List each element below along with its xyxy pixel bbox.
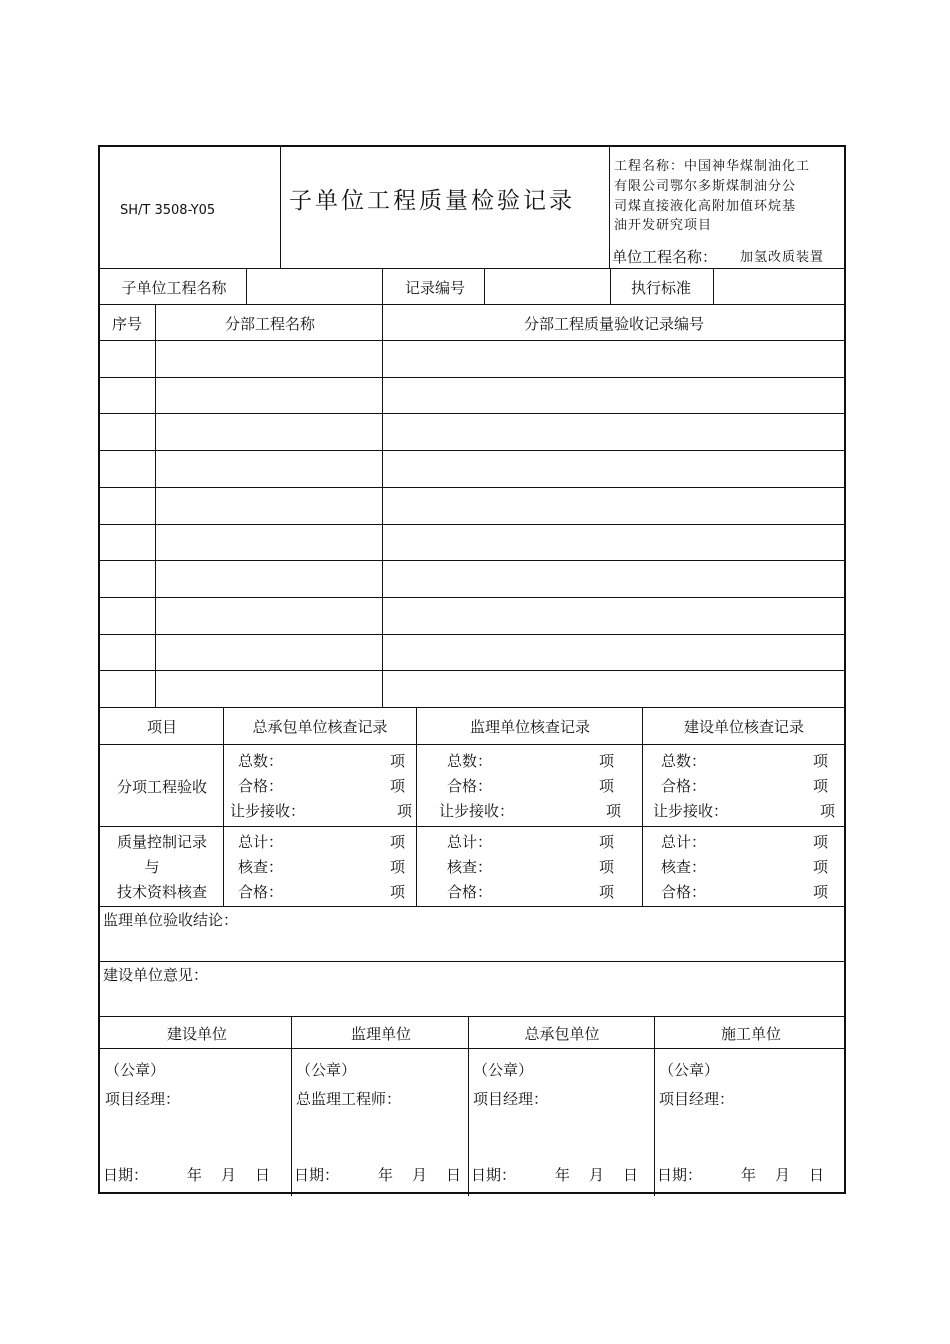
grid-line (100, 634, 846, 635)
grid-line (100, 906, 846, 907)
unit-label: 项 (390, 777, 406, 795)
subitem-field-label: 总数： (447, 752, 493, 770)
subitem-field-label: 总数： (661, 752, 707, 770)
quality-field-label: 合格： (238, 883, 284, 901)
subitem-field-label: 让步接收： (653, 802, 729, 820)
standard-label: 执行标准 (630, 279, 692, 297)
inspection-record-form (98, 145, 846, 1194)
sign-header-owner: 建设单位 (166, 1025, 228, 1043)
unit-label: 项 (606, 802, 622, 820)
year-label: 年 (555, 1166, 571, 1184)
unit-label: 项 (390, 858, 406, 876)
standard-code: SH/T 3508-Y05 (120, 203, 216, 218)
check-header-owner: 建设单位核查记录 (683, 718, 805, 736)
sign-header-contractor: 总承包单位 (524, 1025, 600, 1043)
date-label: 日期： (657, 1166, 703, 1184)
grid-line (100, 340, 846, 341)
unit-label: 项 (397, 802, 413, 820)
quality-field-label: 核查： (661, 858, 707, 876)
project-name-line-1: 工程名称：中国神华煤制油化工 (614, 159, 811, 174)
quality-field-label: 核查： (238, 858, 284, 876)
unit-label: 项 (813, 858, 829, 876)
grid-line (100, 524, 846, 525)
subitem-acceptance-label: 分项工程验收 (116, 778, 208, 796)
month-label: 月 (412, 1166, 428, 1184)
grid-line (100, 268, 846, 269)
month-label: 月 (775, 1166, 791, 1184)
date-label: 日期： (103, 1166, 149, 1184)
unit-label: 项 (599, 858, 615, 876)
grid-line (155, 304, 156, 707)
day-label: 日 (809, 1166, 825, 1184)
grid-line (223, 707, 224, 906)
seal-label: （公章） (473, 1061, 534, 1079)
signatory-label: 项目经理： (473, 1090, 549, 1108)
unit-label: 项 (813, 833, 829, 851)
grid-line (100, 961, 846, 962)
quality-field-label: 核查： (447, 858, 493, 876)
quality-field-label: 合格： (661, 883, 707, 901)
grid-line (100, 670, 846, 671)
unit-label: 项 (599, 833, 615, 851)
grid-line (468, 1016, 469, 1196)
col-header-seq: 序号 (111, 315, 143, 333)
col-header-record-number: 分部工程质量验收记录编号 (523, 315, 705, 333)
quality-label-line-1: 质量控制记录 (116, 833, 208, 851)
construction-opinion-label: 建设单位意见： (103, 966, 209, 984)
project-name-line-2: 有限公司鄂尔多斯煤制油分公 (614, 179, 797, 194)
grid-line (100, 744, 846, 745)
unit-label: 项 (820, 802, 836, 820)
subitem-field-label: 让步接收： (439, 802, 515, 820)
grid-line (100, 304, 846, 305)
grid-line (484, 268, 485, 304)
grid-line (100, 413, 846, 414)
month-label: 月 (221, 1166, 237, 1184)
grid-line (100, 1048, 846, 1049)
unit-label: 项 (390, 883, 406, 901)
grid-line (100, 450, 846, 451)
date-label: 日期： (294, 1166, 340, 1184)
check-header-supervision: 监理单位核查记录 (469, 718, 591, 736)
supervision-conclusion-label: 监理单位验收结论： (103, 911, 239, 929)
unit-label: 项 (813, 883, 829, 901)
grid-line (291, 1016, 292, 1196)
subitem-field-label: 合格： (447, 777, 493, 795)
quality-label-line-3: 技术资料核查 (116, 883, 208, 901)
sub-unit-name-label: 子单位工程名称 (121, 279, 227, 297)
grid-line (100, 707, 846, 708)
unit-label: 项 (599, 752, 615, 770)
quality-field-label: 合格： (447, 883, 493, 901)
form-title: 子单位工程质量检验记录 (289, 188, 575, 214)
date-label: 日期： (471, 1166, 517, 1184)
check-header-item: 项目 (146, 718, 178, 736)
sign-header-supervision: 监理单位 (350, 1025, 412, 1043)
grid-line (100, 1016, 846, 1017)
grid-line (382, 304, 383, 707)
unit-label: 项 (813, 752, 829, 770)
unit-label: 项 (813, 777, 829, 795)
grid-line (610, 268, 611, 304)
unit-project-value: 加氢改质装置 (740, 250, 825, 265)
unit-label: 项 (390, 833, 406, 851)
grid-line (609, 147, 610, 268)
year-label: 年 (187, 1166, 203, 1184)
unit-label: 项 (390, 752, 406, 770)
grid-line (246, 268, 247, 304)
grid-line (280, 147, 281, 268)
unit-label: 项 (599, 777, 615, 795)
unit-label: 项 (599, 883, 615, 901)
grid-line (100, 560, 846, 561)
check-header-contractor: 总承包单位核查记录 (252, 718, 388, 736)
day-label: 日 (446, 1166, 462, 1184)
project-name-line-3: 司煤直接液化高附加值环烷基 (614, 199, 797, 214)
subitem-field-label: 合格： (238, 777, 284, 795)
subitem-field-label: 合格： (661, 777, 707, 795)
month-label: 月 (589, 1166, 605, 1184)
day-label: 日 (255, 1166, 271, 1184)
grid-line (642, 707, 643, 906)
grid-line (654, 1016, 655, 1196)
grid-line (382, 268, 383, 304)
day-label: 日 (623, 1166, 639, 1184)
subitem-field-label: 让步接收： (230, 802, 306, 820)
seal-label: （公章） (296, 1061, 357, 1079)
signatory-label: 总监理工程师： (296, 1090, 402, 1108)
grid-line (100, 377, 846, 378)
unit-project-label: 单位工程名称： (612, 248, 718, 266)
grid-line (100, 826, 846, 827)
quality-label-line-2: 与 (144, 858, 160, 876)
year-label: 年 (741, 1166, 757, 1184)
col-header-division-name: 分部工程名称 (224, 315, 316, 333)
grid-line (100, 597, 846, 598)
signatory-label: 项目经理： (105, 1090, 181, 1108)
seal-label: （公章） (105, 1061, 166, 1079)
sign-header-builder: 施工单位 (720, 1025, 782, 1043)
quality-field-label: 总计： (238, 833, 284, 851)
grid-line (100, 487, 846, 488)
quality-field-label: 总计： (661, 833, 707, 851)
seal-label: （公章） (659, 1061, 720, 1079)
year-label: 年 (378, 1166, 394, 1184)
grid-line (416, 707, 417, 906)
quality-field-label: 总计： (447, 833, 493, 851)
subitem-field-label: 总数： (238, 752, 284, 770)
signatory-label: 项目经理： (659, 1090, 735, 1108)
project-name-line-4: 油开发研究项目 (614, 218, 713, 233)
grid-line (713, 268, 714, 304)
record-number-label: 记录编号 (404, 279, 466, 297)
